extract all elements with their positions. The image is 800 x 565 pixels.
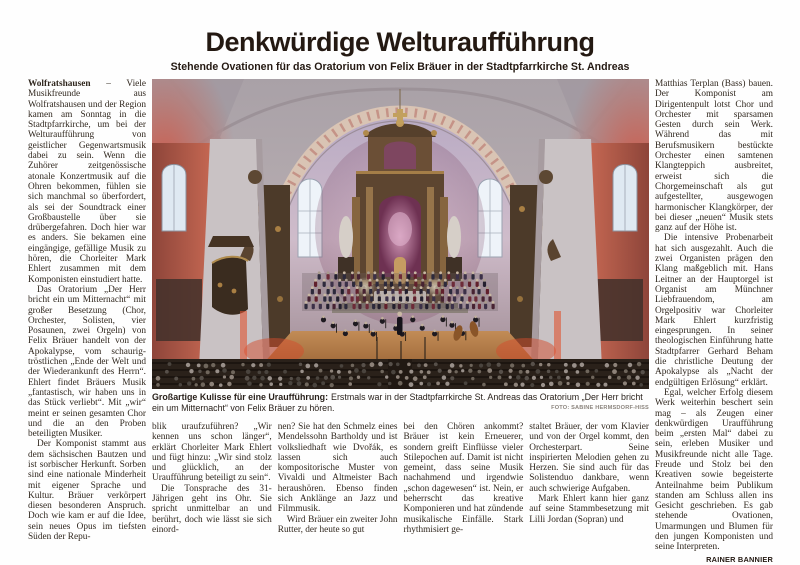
- article-body: [28, 79, 773, 565]
- photo-credit: FOTO: SABINE HERMSDORF-HISS: [551, 405, 649, 411]
- paragraph: Der Komponist stammt aus dem sächsischen Bautzen und ist sorbischer Herkunft. Sorben sind eine nationale Minderheit mit eigener Sprache und Kultur. Bräuer verkörpert diesen besonderen Anspruch. Doch wie kam er auf die Idee, sein neues Opus im tiefsten Süden der Repu-: [28, 439, 146, 543]
- photo-and-bottom-columns: [152, 79, 649, 565]
- paragraph: Wird Bräuer ein zweiter John Rutter, der heute so gut: [277, 514, 398, 535]
- paragraph-text: – Viele Musikfreunde aus Wolfratshausen und der Region kamen am Sonntag in die Stadtpfarrkirche, um bei der Welturaufführung von geistlicher Gegenwartsmusik dabei zu sein. Wenn die Zuhörer zeitgenössische atonale Konzertmusik auf die Ohren bekommen, fühlen sie sich manchmal so überfordert, als sei der Soundtrack einer Großbaustelle über sie drübergefahren. Doch hier war es anders. Sie bekamen eine eingängige, gefällige Musik zu hören, die Chorleiter Mark Ehlert zusammen mit dem Komponisten einstudiert hatte.: [28, 79, 146, 285]
- column-2: [152, 422, 272, 535]
- paragraph-text: Egal, welcher Erfolg diesem Werk weiterhin beschert sein mag – als Zeugen einer denkwürdigen Uraufführung beim „ersten Mal“ dabei zu sein, erleben Musiker und Musikfreunde nicht alle Tage. Freude und Stolz bei den Kreativen sowie begeisterte Anteilnahme beim Publikum standen am Schluss allen ins Gesicht geschrieben. Es gab stehende Ovationen, Umarmungen und Blumen für den jungen Komponisten und seine Interpreten.: [655, 387, 773, 553]
- paragraph: Matthias Terplan (Bass) bauen. Der Komponist am Dirigentenpult lotst Chor und Orchester mit sparsamen Gesten durch sein Werk. Während das mit Berufsmusikern bestückte Orchester einen samtenen Klangteppich ausbreitet, erweist sich die Chorgemeinschaft als gut aufgestellter, ausgewogen harmonischer Klangkörper, der bei dieser „neuen“ Musik stets ganz auf der Höhe ist.: [655, 79, 773, 234]
- photo-caption: [152, 392, 649, 414]
- photo-conductor: [397, 312, 403, 335]
- column-4: [404, 422, 524, 535]
- subheadline: Stehende Ovationen für das Oratorium von Felix Bräuer in der Stadtpfarrkirche St. Andreas: [170, 61, 630, 73]
- column-left: [28, 79, 146, 565]
- author-byline: RAINER BANNIER: [706, 554, 773, 564]
- column-right: [655, 79, 773, 565]
- dateline: Wolfratshausen: [28, 79, 91, 89]
- paragraph-lead: [28, 79, 146, 285]
- paragraph: nen? Sie hat den Schmelz eines Mendelssohn Bartholdy und ist volksliedhaft wie Dvořák, es lassen sich auch kompositorische Muster von Vivaldi und Altmeister Bach heraushören. Ebenso finden sich Anklänge an Jazz und Filmmusik.: [277, 422, 398, 515]
- article-header: [0, 27, 800, 73]
- paragraph: staltet Bräuer, der vom Klavier und von der Orgel kommt, den Orchesterpart. Seine inspirierten Melodien gehen zu Herzen. Sie sind auch für das Solistenduo dankbare, wenn auch schwierige Aufgaben.: [529, 422, 649, 494]
- paragraph: Das Oratorium „Der Herr bricht ein um Mitternacht“ mit großer Besetzung (Chor, Orchester, Solisten, vier Posaunen, zwei Orgeln) von Felix Bräuer handelt von der Apokalypse, vom schaurig-tröstlichen „Ende der Welt und der Wiederankunft des Herrn“. Ehlert findet Bräuers Musik „fantastisch, wir haben uns in das Stück verliebt“. Mit „wir“ meint er seinen gesamten Chor und die an den Proben beteiligten Musiker.: [28, 284, 146, 440]
- bottom-columns: [152, 422, 649, 535]
- caption-lead: Großartige Kulisse für eine Uraufführung:: [152, 392, 329, 402]
- paragraph: bei den Chören ankommt? Bräuer ist kein Erneuerer, sondern greift Einflüsse vieler Stilepochen auf. Damit ist nicht gemeint, dass seine Musik nachahmend und irgendwie „schon dagewesen“ ist. Nein, er beherrscht das kreative Komponieren und hat zündende musikalische Einfälle. Stark rhythmisiert ge-: [403, 422, 524, 535]
- paragraph: blik uraufzuführen? „Wir kennen uns schon länger“, erklärt Chorleiter Mark Ehlert und fügt hinzu: „Wir sind stolz und glücklich, an der Uraufführung beteiligt zu sein“.: [152, 422, 272, 484]
- column-3: [278, 422, 398, 535]
- paragraph: Die intensive Probenarbeit hat sich ausgezahlt. Auch die zwei Organisten prägen den Klang maßgeblich mit. Hans Leitner an der Hauptorgel ist Organist am Münchner Liebfrauendom, am Orgelpositiv war Chorleiter Mark Ehlert kurzfristig eingesprungen. In seiner theologischen Einführung hatte Stadtpfarrer Gerhard Beham die christliche Deutung der Apokalypse als „Nacht der endgültigen Erlösung“ erklärt.: [655, 233, 773, 388]
- photo-audience: [152, 359, 649, 389]
- closing-paragraph: [655, 387, 773, 564]
- paragraph: Die Tonsprache des 31-Jährigen geht ins Ohr. Sie spricht unmittelbar an und berührt, doch wie lässt sie sich einord-: [152, 483, 272, 535]
- column-5: [529, 422, 649, 535]
- paragraph: Mark Ehlert kann hier ganz auf seine Stammbesetzung mit Lilli Jordan (Sopran) und: [529, 494, 649, 525]
- caption-text: Erstmals war in der Stadtpfarrkirche St. Andreas das Oratorium „Der Herr bricht ein um Mitternacht“ von Felix Bräuer zu hören.: [152, 392, 643, 413]
- headline: Denkwürdige Welturaufführung: [205, 27, 595, 57]
- church-concert-photo: [152, 79, 649, 389]
